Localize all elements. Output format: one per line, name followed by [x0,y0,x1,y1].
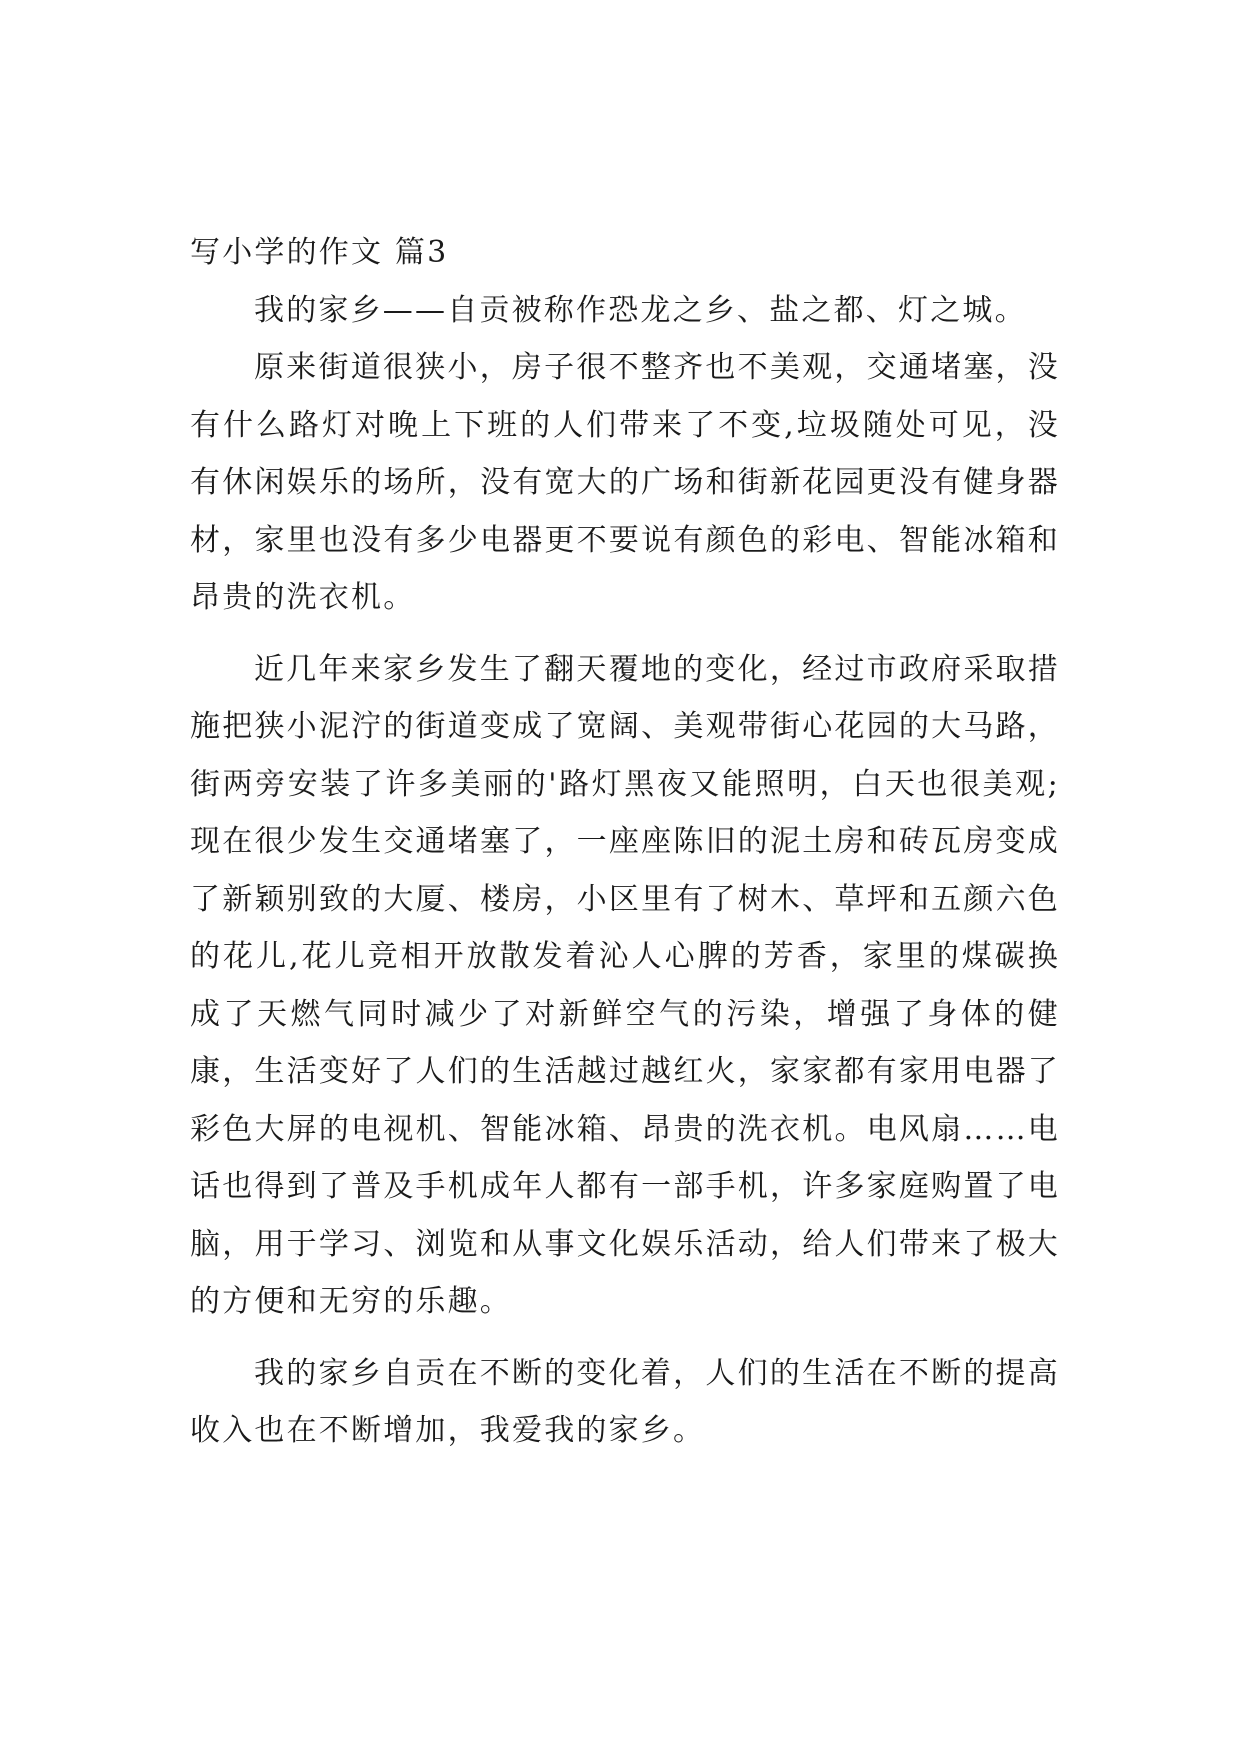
paragraph-past: 原来街道很狭小，房子很不整齐也不美观，交通堵塞，没有什么路灯对晚上下班的人们带来了不变,垃圾随处可见，没有休闲娱乐的场所，没有宽大的广场和街新花园更没有健身器材，家里也没有多少电器更不要说有颜色的彩电、智能冰箱和昂贵的洗衣机。 [190,350,1060,615]
paragraph-changes: 近几年来家乡发生了翻天覆地的变化，经过市政府采取措施把狭小泥泞的街道变成了宽阔、美观带街心花园的大马路，街两旁安装了许多美丽的'路灯黑夜又能照明，白天也很美观;现在很少发生交通堵塞了，一座座陈旧的泥土房和砖瓦房变成了新颖别致的大厦、楼房，小区里有了树木、草坪和五颜六色的花儿,花儿竞相开放散发着沁人心脾的芳香，家里的煤碳换成了天燃气同时减少了对新鲜空气的污染，增强了身体的健康，生活变好了人们的生活越过越红火，家家都有家用电器了彩色大屏的电视机、智能冰箱、昂贵的洗衣机。电风扇……电话也得到了普及手机成年人都有一部手机，许多家庭购置了电脑，用于学习、浏览和从事文化娱乐活动，给人们带来了极大的方便和无穷的乐趣。 [190,651,1060,1319]
paragraph-intro: 我的家乡——自贡被称作恐龙之乡、盐之都、灯之城。 [254,292,1027,328]
document-body [190,224,1060,1460]
paragraph-conclusion: 我的家乡自贡在不断的变化着，人们的生活在不断的提高收入也在不断增加，我爱我的家乡。 [190,1355,1060,1448]
paragraph-gap [190,627,1060,641]
paragraph-gap [190,1331,1060,1345]
essay-title: 写小学的作文 篇3 [190,235,449,270]
